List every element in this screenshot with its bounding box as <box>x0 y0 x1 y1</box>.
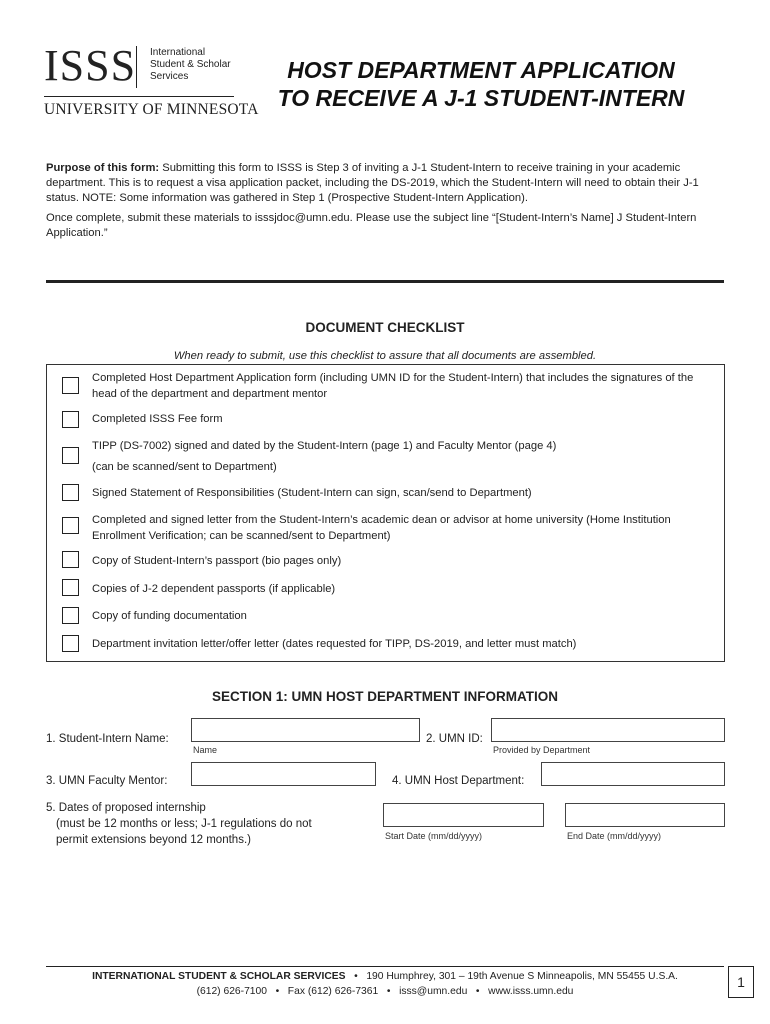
umn-id-label: 2. UMN ID: <box>426 733 483 745</box>
submit-instructions: Once complete, submit these materials to isssjdoc@umn.edu. Please use the subject line “[Student-Intern’s Name] J Student-Intern Application.” <box>46 212 697 239</box>
internship-dates-label: 5. Dates of proposed internship <box>46 802 206 814</box>
host-department-label: 4. UMN Host Department: <box>392 775 525 787</box>
title-line-2: TO RECEIVE A J-1 STUDENT-INTERN <box>277 85 685 111</box>
footer-line-2 <box>46 986 724 997</box>
checklist-item: Copy of funding documentation <box>92 610 247 622</box>
logo-name-line: Services <box>150 71 189 82</box>
checklist-item: Copy of Student-Intern’s passport (bio pages only) <box>92 555 342 567</box>
footer-separator: • <box>470 986 486 997</box>
checklist-item: Department invitation letter/offer letter (dates requested for TIPP, DS-2019, and letter must match) <box>92 638 577 650</box>
logo-name-line: Student & Scholar <box>150 59 231 70</box>
checklist-checkbox[interactable] <box>62 635 79 652</box>
university-name: UNIVERSITY OF MINNESOTA <box>44 101 259 118</box>
footer-divider <box>46 966 724 967</box>
umn-id-field[interactable] <box>491 718 725 742</box>
faculty-mentor-label: 3. UMN Faculty Mentor: <box>46 775 168 787</box>
umn-id-hint: Provided by Department <box>493 745 591 755</box>
footer-phone: (612) 626-7100 <box>196 986 267 997</box>
footer-website[interactable]: www.isss.umn.edu <box>488 986 574 997</box>
footer-separator: • <box>381 986 397 997</box>
checklist-item: Completed Host Department Application form (including UMN ID for the Student-Intern) that includes the signatures of the head of the department and department mentor <box>92 372 694 400</box>
checklist-subtitle: When ready to submit, use this checklist to assure that all documents are assembled. <box>173 350 597 362</box>
footer-email[interactable]: isss@umn.edu <box>399 986 468 997</box>
start-date-hint: Start Date (mm/dd/yyyy) <box>385 831 483 841</box>
footer-line-1 <box>46 971 724 982</box>
faculty-mentor-field[interactable] <box>191 762 376 786</box>
checklist-checkbox[interactable] <box>62 579 79 596</box>
section-divider <box>46 280 724 283</box>
student-name-hint: Name <box>193 745 218 755</box>
checklist-item-note: (can be scanned/sent to Department) <box>92 461 277 473</box>
checklist-checkbox[interactable] <box>62 607 79 624</box>
checklist-checkbox[interactable] <box>62 484 79 501</box>
page-title <box>252 56 710 112</box>
purpose-section <box>46 161 726 246</box>
checklist-checkbox[interactable] <box>62 411 79 428</box>
start-date-field[interactable] <box>383 803 544 827</box>
checklist-item: Signed Statement of Responsibilities (Student-Intern can sign, scan/send to Department) <box>92 487 532 499</box>
logo-name-line: International <box>150 47 206 58</box>
host-department-field[interactable] <box>541 762 725 786</box>
footer-separator: • <box>269 986 285 997</box>
checklist-item: Copies of J-2 dependent passports (if applicable) <box>92 583 336 595</box>
isss-logo-abbr: ISSS <box>44 41 137 90</box>
title-line-1: HOST DEPARTMENT APPLICATION <box>287 57 675 83</box>
page-number: 1 <box>728 966 754 998</box>
internship-dates-note: (must be 12 months or less; J-1 regulations do not <box>56 818 312 830</box>
end-date-field[interactable] <box>565 803 725 827</box>
purpose-label: Purpose of this form: <box>46 162 160 174</box>
logo-divider <box>136 46 137 88</box>
internship-dates-note: permit extensions beyond 12 months.) <box>56 834 251 846</box>
checklist-checkbox[interactable] <box>62 447 79 464</box>
checklist-item: Completed ISSS Fee form <box>92 413 223 425</box>
checklist-checkbox[interactable] <box>62 377 79 394</box>
logo-underline <box>44 96 234 97</box>
student-name-field[interactable] <box>191 718 420 742</box>
checklist-checkbox[interactable] <box>62 517 79 534</box>
purpose-text: Submitting this form to ISSS is Step 3 of inviting a J-1 Student-Intern to receive training in your academic department. This is to request a visa application packet, including the DS-2019, which the Student-Intern will need to obtain their J-1 status. NOTE: Some information was gathered in Step 1 (Prospective Student-Intern Application). <box>46 162 699 204</box>
footer-address: 190 Humphrey, 301 – 19th Avenue S Minneapolis, MN 55455 U.S.A. <box>366 971 678 982</box>
footer-org: INTERNATIONAL STUDENT & SCHOLAR SERVICES <box>92 971 346 982</box>
isss-logo-name <box>150 47 231 83</box>
footer-separator: • <box>348 971 364 982</box>
footer-fax: Fax (612) 626-7361 <box>287 986 379 997</box>
checklist-title: DOCUMENT CHECKLIST <box>305 320 465 335</box>
checklist-item: TIPP (DS-7002) signed and dated by the Student-Intern (page 1) and Faculty Mentor (page 4) <box>92 440 557 452</box>
purpose-paragraph <box>46 161 726 206</box>
section-1-title: SECTION 1: UMN HOST DEPARTMENT INFORMATION <box>212 689 558 704</box>
student-name-label: 1. Student-Intern Name: <box>46 733 169 745</box>
checklist-item: Completed and signed letter from the Student-Intern’s academic dean or advisor at home university (Home Institution Enrollment Verification; can be scanned/sent to Department) <box>92 514 671 542</box>
checklist-checkbox[interactable] <box>62 551 79 568</box>
end-date-hint: End Date (mm/dd/yyyy) <box>567 831 662 841</box>
